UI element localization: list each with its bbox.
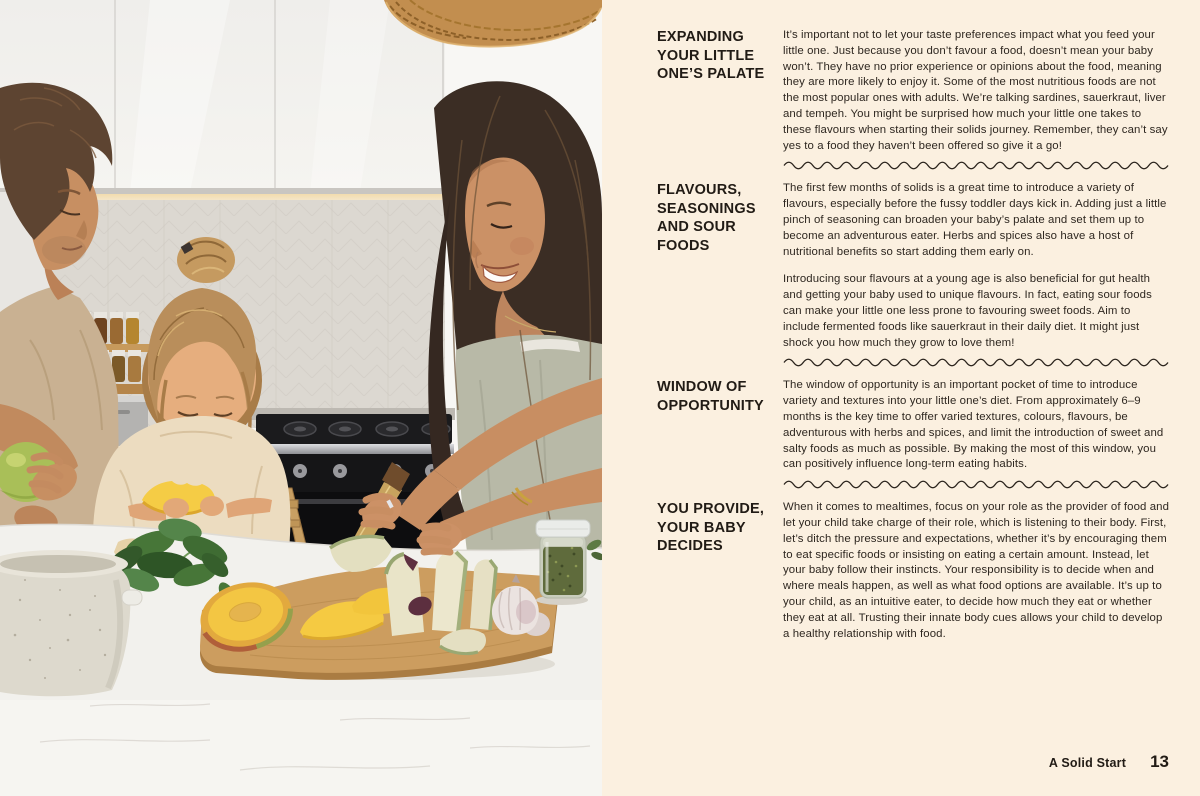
section-body (783, 500, 1169, 642)
page-content (602, 0, 1200, 796)
footer-book-title: A Solid Start (1048, 756, 1127, 770)
body-paragraph: Introducing sour flavours at a young age is also beneficial for gut health and getting your baby used to unique flavours. In fact, eating sour foods can make your little one less prone to favouring sweet foods. Aim to include fermented foods like sauerkraut in their daily diet. It might just shock you how much they grow to love them! (783, 273, 1152, 349)
toddler-hair-bun (177, 237, 235, 283)
section-heading: WINDOW OF OPPORTUNITY (657, 379, 764, 414)
running-footer (1049, 752, 1169, 772)
section-heading: YOU PROVIDE, YOUR BABY DECIDES (657, 501, 765, 555)
wavy-divider (783, 161, 1169, 170)
section-heading: FLAVOURS, SEASONINGS AND SOUR FOODS (657, 182, 756, 254)
section-expanding-palate (657, 28, 1169, 154)
section-body (783, 28, 1169, 154)
section-heading: EXPANDING YOUR LITTLE ONE’S PALATE (657, 29, 765, 82)
body-paragraph: The window of opportunity is an important pocket of time to introduce variety and textures into your little one’s diet. From approximately 6–9 months is the key time to offer varied textures, colours, flavours, be adventurous with herbs and spices, and limit the introduction of sweet and salty foods as much as possible. By making the most of this window, you can positively influence long-term eating habits. (783, 379, 1164, 471)
wavy-divider (783, 358, 1169, 367)
section-body (783, 181, 1169, 351)
body-paragraph: The first few months of solids is a great time to introduce a variety of flavours, especially before the fussy toddler days kick in. Adding just a little pinch of seasoning can broaden your baby’s palate and set them up to become an adventurous eater. Herbs and spices also have a host of nutritional benefits so start adding them early on. (783, 182, 1167, 258)
section-flavours-seasonings (657, 181, 1169, 351)
section-you-provide-baby-decides (657, 500, 1169, 642)
section-body (783, 378, 1169, 473)
wavy-divider (783, 480, 1169, 489)
body-paragraph: It’s important not to let your taste preferences impact what you feed your little one. Just because you don’t favour a food, doesn’t mean your baby won’t. They have no prior experience or opinions about the food, meaning they are more likely to enjoy it. Some of the most nutritious foods are not the most popular ones with adults. We’re talking sardines, sauerkraut, liver and tempeh. You might be surprised how much your little one takes to these flavours when starting their solids journey. Remember, they can’t say yes to a food they haven’t been offered so give it a go! (783, 29, 1168, 152)
body-paragraph: When it comes to mealtimes, focus on your role as the provider of food and let your child take charge of their role, which is listening to their body. First, let’s ditch the pressure and expectations, whether it’s by encouraging them to eat specific foods or insisting on eating a certain amount. Instead, let your baby follow their instincts. Your responsibility is to decide when and where meals happen, as well as what food options are available. It’s up to your child, as an intuitive eater, to decide how much they eat or whether they eat at all. Trusting their innate body cues allows your child to develop a healthy relationship with food. (783, 501, 1170, 640)
footer-page-number: 13 (1150, 752, 1169, 771)
section-window-of-opportunity (657, 378, 1169, 473)
